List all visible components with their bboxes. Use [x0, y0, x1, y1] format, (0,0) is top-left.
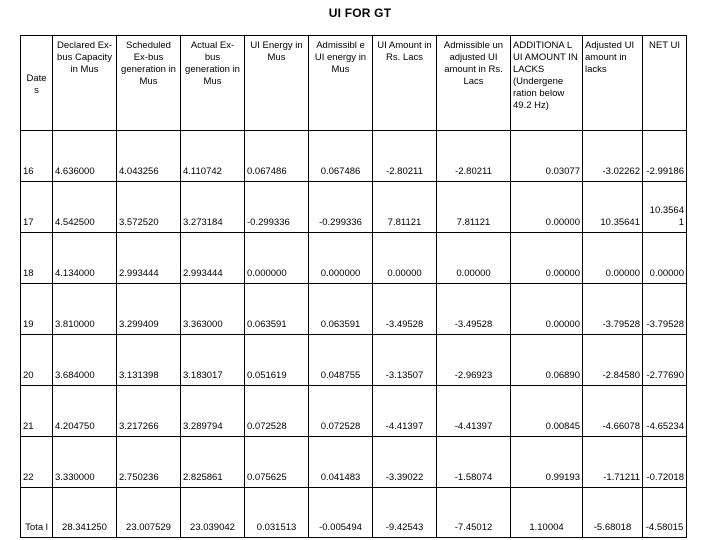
cell-additional-ui-amount: 0.99193 — [511, 437, 583, 488]
cell-admissible-unadjusted-amount: -3.49528 — [437, 284, 511, 335]
cell-ui-energy: 0.063591 — [245, 284, 309, 335]
cell-additional-ui-amount: 0.00000 — [511, 284, 583, 335]
cell-actual-generation: 2.993444 — [181, 233, 245, 284]
cell-ui-amount: -3.39022 — [373, 437, 437, 488]
cell-additional-ui-amount: 0.00000 — [511, 182, 583, 233]
col-additional-ui-amount: ADDITIONA L UI AMOUNT IN LACKS (Undergene ration below 49.2 Hz) — [511, 36, 583, 131]
cell-total-admissible-ui-energy: -0.005494 — [309, 488, 373, 538]
cell-ui-amount: 0.00000 — [373, 233, 437, 284]
cell-actual-generation: 3.363000 — [181, 284, 245, 335]
cell-total-admissible-unadjusted-amount: -7.45012 — [437, 488, 511, 538]
cell-admissible-unadjusted-amount: -2.80211 — [437, 131, 511, 182]
table-row — [21, 233, 687, 284]
cell-admissible-unadjusted-amount: 7.81121 — [437, 182, 511, 233]
cell-ui-amount: -3.13507 — [373, 335, 437, 386]
cell-adjusted-ui-amount: -2.84580 — [583, 335, 643, 386]
cell-date: 18 — [21, 233, 53, 284]
cell-declared-capacity: 3.810000 — [53, 284, 117, 335]
cell-admissible-unadjusted-amount: -2.96923 — [437, 335, 511, 386]
cell-scheduled-generation: 3.572520 — [117, 182, 181, 233]
cell-total-adjusted-ui-amount: -5.68018 — [583, 488, 643, 538]
table-row — [21, 182, 687, 233]
cell-declared-capacity: 4.636000 — [53, 131, 117, 182]
header-row — [21, 36, 687, 131]
cell-net-ui: 0.00000 — [643, 233, 687, 284]
cell-scheduled-generation: 3.299409 — [117, 284, 181, 335]
cell-adjusted-ui-amount: -3.02262 — [583, 131, 643, 182]
cell-admissible-ui-energy: 0.048755 — [309, 335, 373, 386]
cell-net-ui: -4.65234 — [643, 386, 687, 437]
cell-actual-generation: 3.273184 — [181, 182, 245, 233]
table-row — [21, 131, 687, 182]
cell-ui-energy: 0.051619 — [245, 335, 309, 386]
cell-scheduled-generation: 3.217266 — [117, 386, 181, 437]
cell-admissible-unadjusted-amount: 0.00000 — [437, 233, 511, 284]
cell-net-ui: -0.72018 — [643, 437, 687, 488]
cell-date: 20 — [21, 335, 53, 386]
col-admissible-unadjusted-amount: Admissible un adjusted UI amount in Rs. Lacs — [437, 36, 511, 131]
col-dates: Date s — [21, 36, 53, 131]
cell-admissible-ui-energy: 0.063591 — [309, 284, 373, 335]
cell-net-ui: -3.79528 — [643, 284, 687, 335]
table-row — [21, 284, 687, 335]
cell-scheduled-generation: 2.993444 — [117, 233, 181, 284]
cell-net-ui: 10.3564 1 — [643, 182, 687, 233]
cell-admissible-ui-energy: 0.072528 — [309, 386, 373, 437]
cell-total-ui-energy: 0.031513 — [245, 488, 309, 538]
cell-net-ui: -2.99186 — [643, 131, 687, 182]
cell-admissible-ui-energy: -0.299336 — [309, 182, 373, 233]
cell-adjusted-ui-amount: 0.00000 — [583, 233, 643, 284]
ui-table — [20, 35, 687, 538]
cell-total-ui-amount: -9.42543 — [373, 488, 437, 538]
cell-date: 16 — [21, 131, 53, 182]
col-scheduled-generation: Scheduled Ex-bus generation in Mus — [117, 36, 181, 131]
cell-net-ui: -2.77690 — [643, 335, 687, 386]
table-row — [21, 335, 687, 386]
cell-adjusted-ui-amount: -3.79528 — [583, 284, 643, 335]
cell-actual-generation: 3.289794 — [181, 386, 245, 437]
cell-ui-amount: 7.81121 — [373, 182, 437, 233]
cell-date: 22 — [21, 437, 53, 488]
cell-date: 19 — [21, 284, 53, 335]
col-net-ui: NET UI — [643, 36, 687, 131]
cell-total-additional-ui-amount: 1.10004 — [511, 488, 583, 538]
cell-date: 21 — [21, 386, 53, 437]
cell-ui-energy: 0.072528 — [245, 386, 309, 437]
col-admissible-ui-energy: Admissibl e UI energy in Mus — [309, 36, 373, 131]
cell-adjusted-ui-amount: -1.71211 — [583, 437, 643, 488]
cell-ui-energy: -0.299336 — [245, 182, 309, 233]
cell-admissible-unadjusted-amount: -1.58074 — [437, 437, 511, 488]
cell-adjusted-ui-amount: -4.66078 — [583, 386, 643, 437]
cell-actual-generation: 4.110742 — [181, 131, 245, 182]
cell-scheduled-generation: 3.131398 — [117, 335, 181, 386]
col-actual-generation: Actual Ex- bus generation in Mus — [181, 36, 245, 131]
cell-ui-energy: 0.067486 — [245, 131, 309, 182]
col-ui-amount: UI Amount in Rs. Lacs — [373, 36, 437, 131]
cell-total-net-ui: -4.58015 — [643, 488, 687, 538]
cell-declared-capacity: 3.330000 — [53, 437, 117, 488]
col-ui-energy: UI Energy in Mus — [245, 36, 309, 131]
cell-additional-ui-amount: 0.03077 — [511, 131, 583, 182]
cell-date: 17 — [21, 182, 53, 233]
cell-total-scheduled-generation: 23.007529 — [117, 488, 181, 538]
cell-admissible-ui-energy: 0.000000 — [309, 233, 373, 284]
cell-actual-generation: 2.825861 — [181, 437, 245, 488]
col-adjusted-ui-amount: Adjusted UI amount in lacks — [583, 36, 643, 131]
cell-declared-capacity: 4.134000 — [53, 233, 117, 284]
table-row — [21, 386, 687, 437]
cell-admissible-ui-energy: 0.041483 — [309, 437, 373, 488]
page-title: UI FOR GT — [328, 6, 392, 20]
cell-total-actual-generation: 23.039042 — [181, 488, 245, 538]
cell-ui-amount: -4.41397 — [373, 386, 437, 437]
cell-admissible-ui-energy: 0.067486 — [309, 131, 373, 182]
cell-declared-capacity: 4.542500 — [53, 182, 117, 233]
cell-additional-ui-amount: 0.00000 — [511, 233, 583, 284]
cell-ui-energy: 0.000000 — [245, 233, 309, 284]
table-row — [21, 437, 687, 488]
cell-ui-energy: 0.075625 — [245, 437, 309, 488]
cell-declared-capacity: 3.684000 — [53, 335, 117, 386]
cell-additional-ui-amount: 0.00845 — [511, 386, 583, 437]
cell-actual-generation: 3.183017 — [181, 335, 245, 386]
cell-declared-capacity: 4.204750 — [53, 386, 117, 437]
col-declared-capacity: Declared Ex-bus Capacity in Mus — [53, 36, 117, 131]
cell-adjusted-ui-amount: 10.35641 — [583, 182, 643, 233]
cell-ui-amount: -2.80211 — [373, 131, 437, 182]
cell-ui-amount: -3.49528 — [373, 284, 437, 335]
cell-scheduled-generation: 2.750236 — [117, 437, 181, 488]
total-row — [21, 488, 687, 538]
cell-scheduled-generation: 4.043256 — [117, 131, 181, 182]
cell-additional-ui-amount: 0.06890 — [511, 335, 583, 386]
cell-total-declared-capacity: 28.341250 — [53, 488, 117, 538]
cell-total-label: Tota l — [21, 488, 53, 538]
cell-admissible-unadjusted-amount: -4.41397 — [437, 386, 511, 437]
